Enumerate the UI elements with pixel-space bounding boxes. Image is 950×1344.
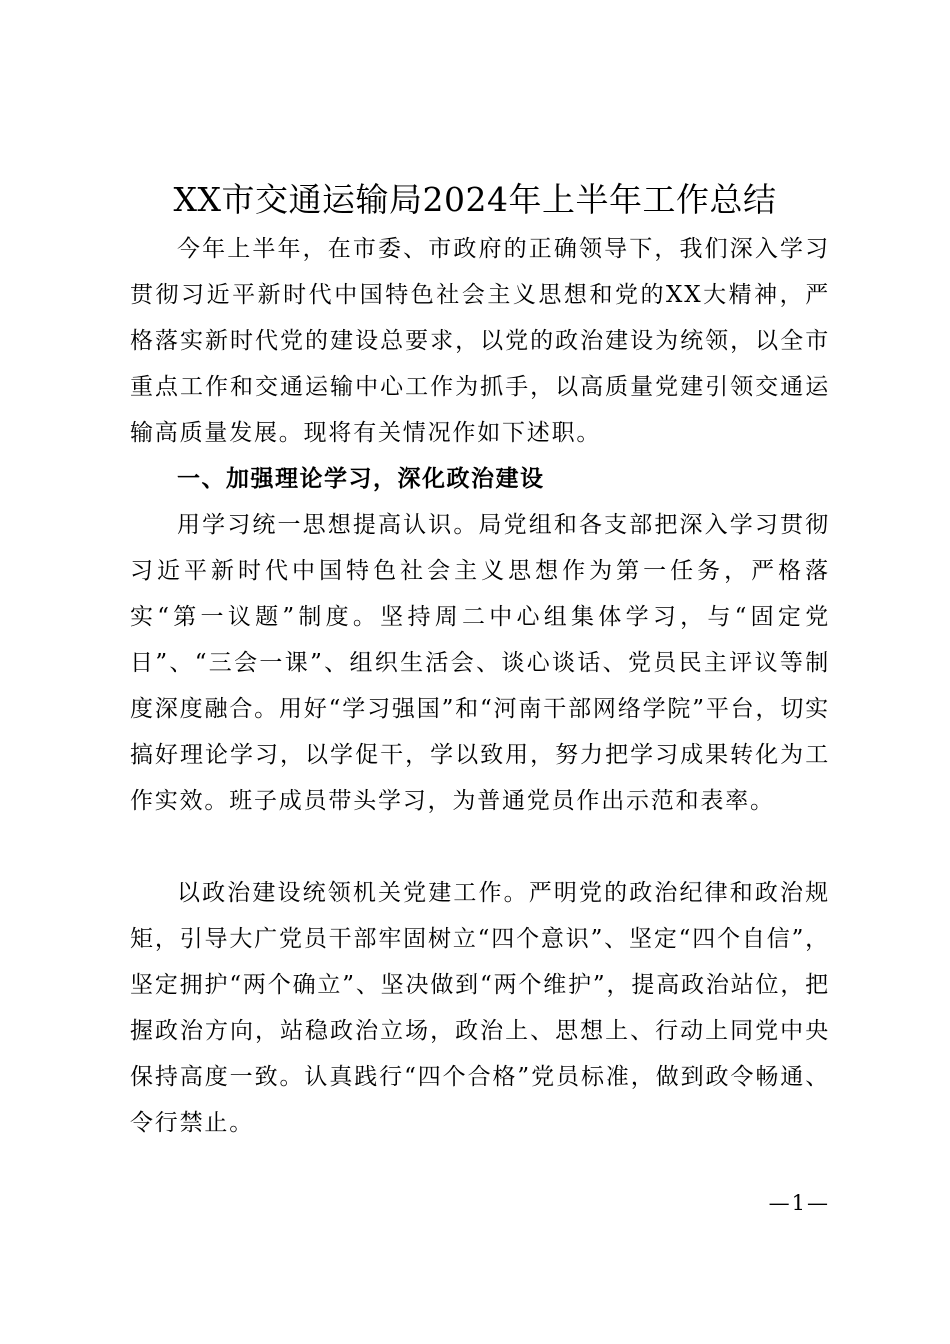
body-paragraph-study: 用学习统一思想提高认识。局党组和各支部把深入学习贯彻习近平新时代中国特色社会主义思想作为第一任务，严格落实“第一议题”制度。坚持周二中心组集体学习，与“固定党日”、“三会一课”、组织生活会、谈心谈话、党员民主评议等制度深度融合。用好“学习强国”和“河南干部网络学院”平台，切实搞好理论学习，以学促干，学以致用，努力把学习成果转化为工作实效。班子成员带头学习，为普通党员作出示范和表率。 [130,512,830,814]
intro-paragraph: 今年上半年，在市委、市政府的正确领导下，我们深入学习贯彻习近平新时代中国特色社会主义思想和党的XX大精神，严格落实新时代党的建设总要求，以党的政治建设为统领，以全市重点工作和交通运输中心工作为抓手，以高质量党建引领交通运输高质量发展。现将有关情况作如下述职。 [130,236,830,446]
page-title: XX市交通运输局2024年上半年工作总结 [173,180,777,219]
section-heading: 一、加强理论学习，深化政治建设 [177,466,545,492]
body-paragraph-politics: 以政治建设统领机关党建工作。严明党的政治纪律和政治规矩，引导大广党员干部牢固树立“四个意识”、坚定“四个自信”，坚定拥护“两个确立”、坚决做到“两个维护”，提高政治站位，把握政治方向，站稳政治立场，政治上、思想上、行动上同党中央保持高度一致。认真践行“四个合格”党员标准，做到政令畅通、令行禁止。 [130,880,830,1136]
page-number: —1— [768,1191,830,1215]
